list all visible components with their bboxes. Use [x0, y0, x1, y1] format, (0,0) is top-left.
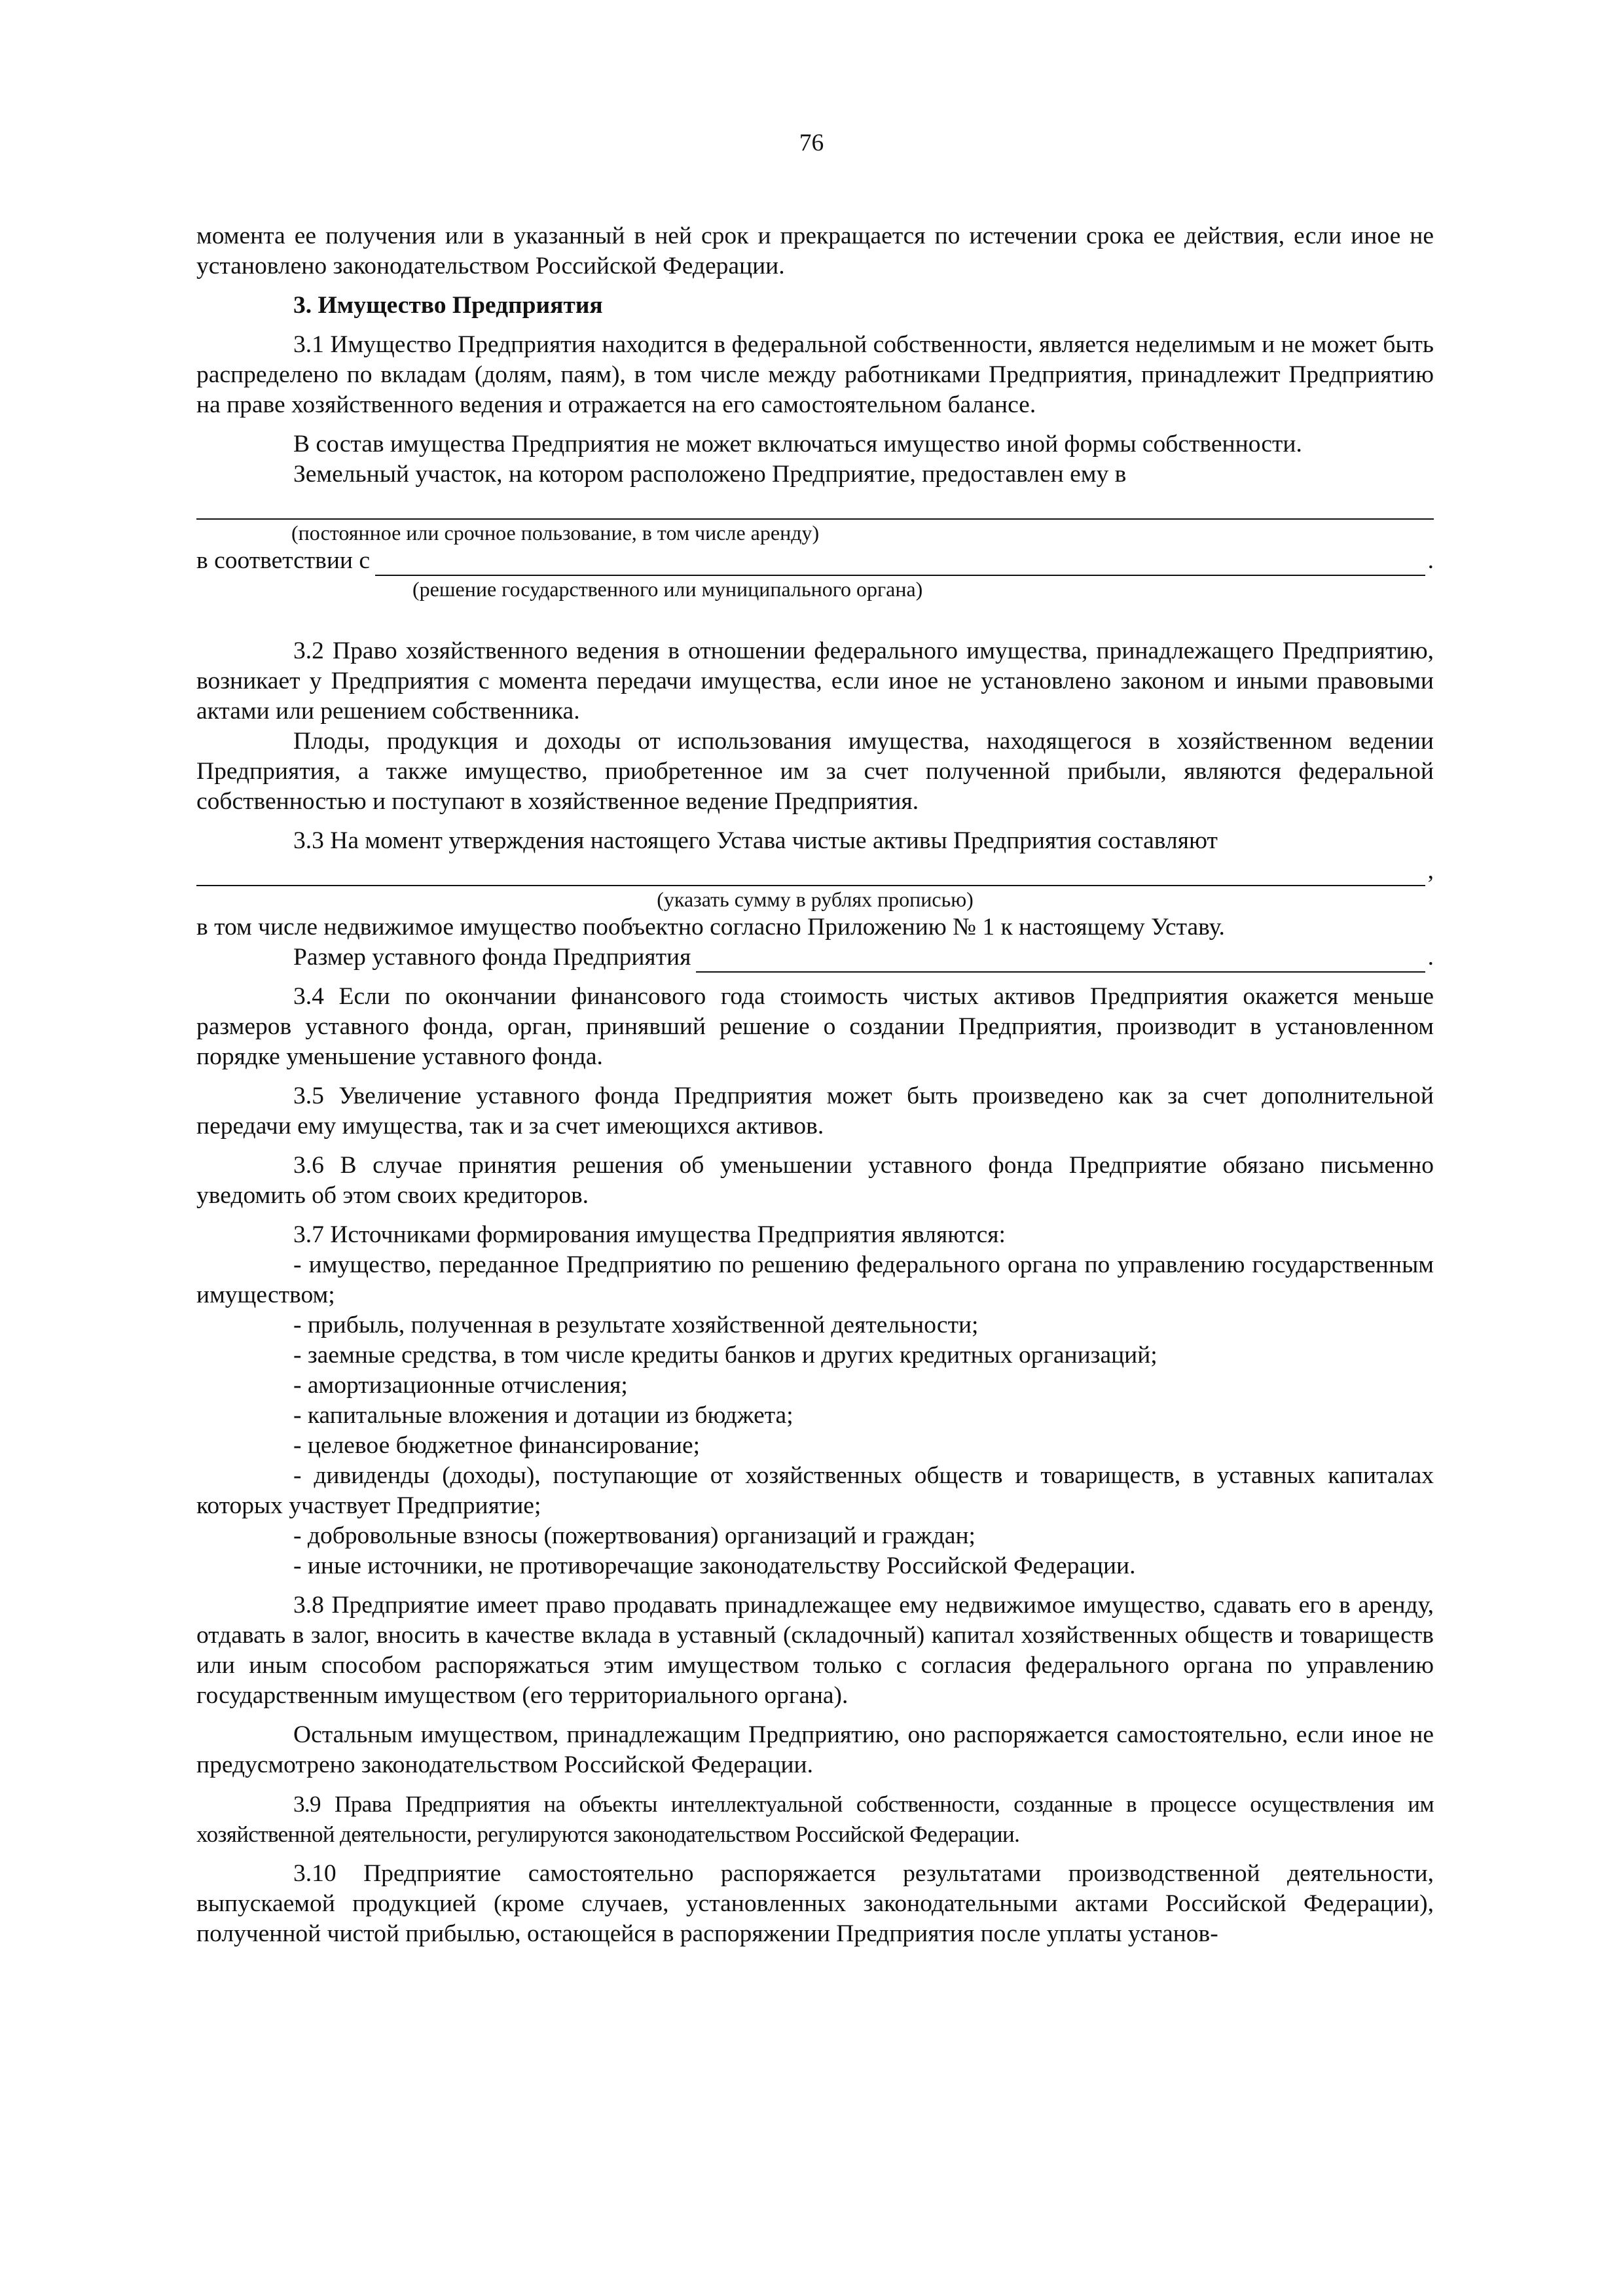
paragraph-3-5: 3.5 Увеличение уставного фонда Предприятия может быть произведено как за счет дополнительной передачи ему имущества, так и за счет имеющихся активов.	[196, 1083, 1434, 1139]
page-content	[196, 221, 1434, 1949]
paragraph-3-6: 3.6 В случае принятия решения об уменьшении уставного фонда Предприятие обязано письменно уведомить об этом своих кредиторов.	[196, 1152, 1434, 1209]
accordance-label: в соответствии с	[196, 547, 370, 574]
source-item: - прибыль, полученная в результате хозяйственной деятельности;	[293, 1312, 979, 1338]
sum-caption: (указать сумму в рублях прописью)	[657, 888, 974, 911]
land-use-fill-line	[196, 490, 1434, 520]
source-item: - дивиденды (доходы), поступающие от хозяйственных обществ и товариществ, в уставных капиталах которых участвует Предприятие;	[196, 1462, 1434, 1519]
decision-caption: (решение государственного или муниципального органа)	[412, 577, 923, 601]
charter-fund-period: .	[1427, 944, 1434, 971]
paragraph-3-4: 3.4 Если по окончании финансового года стоимость чистых активов Предприятия окажется меньше размеров уставного фонда, орган, принявший решение о создании Предприятия, производит в установленном порядке уменьшение уставного фонда.	[196, 983, 1434, 1070]
charter-fund-fill-line	[696, 948, 1425, 973]
paragraph-3-3-property: в том числе недвижимое имущество пообъектно согласно Приложению № 1 к настоящему Уставу.	[196, 914, 1225, 941]
paragraph-3-7: 3.7 Источниками формирования имущества Предприятия являются:	[293, 1221, 1006, 1248]
source-item: - амортизационные отчисления;	[293, 1372, 628, 1399]
section-title: 3. Имущество Предприятия	[293, 292, 603, 319]
land-use-caption: (постоянное или срочное пользование, в том числе аренду)	[291, 521, 820, 545]
source-item: - добровольные взносы (пожертвования) организаций и граждан;	[293, 1522, 976, 1549]
source-item: - заемные средства, в том числе кредиты банков и других кредитных организаций;	[293, 1342, 1158, 1369]
paragraph-3-1-land: Земельный участок, на котором расположено Предприятие, предоставлен ему в	[293, 461, 1127, 488]
paragraph-3-10: 3.10 Предприятие самостоятельно распоряжается результатами производственной деятельности, выпускаемой продукцией (кроме случаев, установленных законодательными актами Российской Федерации), полученной чистой прибылью, остающейся в распоряжении Предприятия после уплаты установ-	[196, 1860, 1434, 1947]
paragraph-3-8: 3.8 Предприятие имеет право продавать принадлежащее ему недвижимое имущество, сдавать его в аренду, отдавать в залог, вносить в качестве вклада в уставный (складочный) капитал хозяйственных обществ и товариществ или иным способом распоряжаться этим имуществом только с согласия федерального органа по управлению государственным имуществом (его территориального органа).	[196, 1592, 1434, 1709]
paragraph-3-8-other: Остальным имуществом, принадлежащим Предприятию, оно распоряжается самостоятельно, если иное не предусмотрено законодательством Российской Федерации.	[196, 1721, 1434, 1778]
charter-fund-row	[196, 942, 1434, 973]
paragraph-3-9: 3.9 Права Предприятия на объекты интеллектуальной собственности, созданные в процессе осуществления им хозяйственной деятельности, регулируются законодательством Российской Федерации.	[196, 1791, 1434, 1847]
source-item: - целевое бюджетное финансирование;	[293, 1432, 701, 1459]
net-assets-fill-line	[196, 861, 1425, 886]
paragraph-3-3: 3.3 На момент утверждения настоящего Устава чистые активы Предприятия составляют	[293, 827, 1218, 854]
source-item: - имущество, переданное Предприятию по решению федерального органа по управлению государственным имуществом;	[196, 1251, 1434, 1308]
net-assets-comma: ,	[1427, 857, 1434, 884]
accordance-row	[196, 546, 1434, 576]
source-item: - иные источники, не противоречащие законодательству Российской Федерации.	[293, 1552, 1136, 1579]
net-assets-row	[196, 856, 1434, 886]
accordance-period: .	[1427, 547, 1434, 574]
source-item: - капитальные вложения и дотации из бюджета;	[293, 1402, 793, 1429]
charter-fund-label: Размер уставного фонда Предприятия	[293, 944, 691, 971]
page-number: 76	[799, 130, 824, 156]
paragraph-3-2-fruits: Плоды, продукция и доходы от использования имущества, находящегося в хозяйственном ведении Предприятия, а также имущество, приобретенное им за счет полученной прибыли, являются федеральной собственностью и поступают в хозяйственное ведение Предприятия.	[196, 728, 1434, 815]
paragraph-3-1-composition: В состав имущества Предприятия не может включаться имущество иной формы собственности.	[293, 431, 1302, 457]
accordance-fill-line	[375, 551, 1425, 576]
paragraph-3-1: 3.1 Имущество Предприятия находится в федеральной собственности, является неделимым и не может быть распределено по вкладам (долям, паям), в том числе между работниками Предприятия, принадлежит Предприятию на праве хозяйственного ведения и отражается на его самостоятельном балансе.	[196, 331, 1434, 418]
intro-paragraph: момента ее получения или в указанный в ней срок и прекращается по истечении срока ее действия, если иное не установлено законодательством Российской Федерации.	[196, 223, 1434, 279]
paragraph-3-2: 3.2 Право хозяйственного ведения в отношении федерального имущества, принадлежащего Предприятию, возникает у Предприятия с момента передачи имущества, если иное не установлено законом и иными правовыми актами или решением собственника.	[196, 637, 1434, 725]
